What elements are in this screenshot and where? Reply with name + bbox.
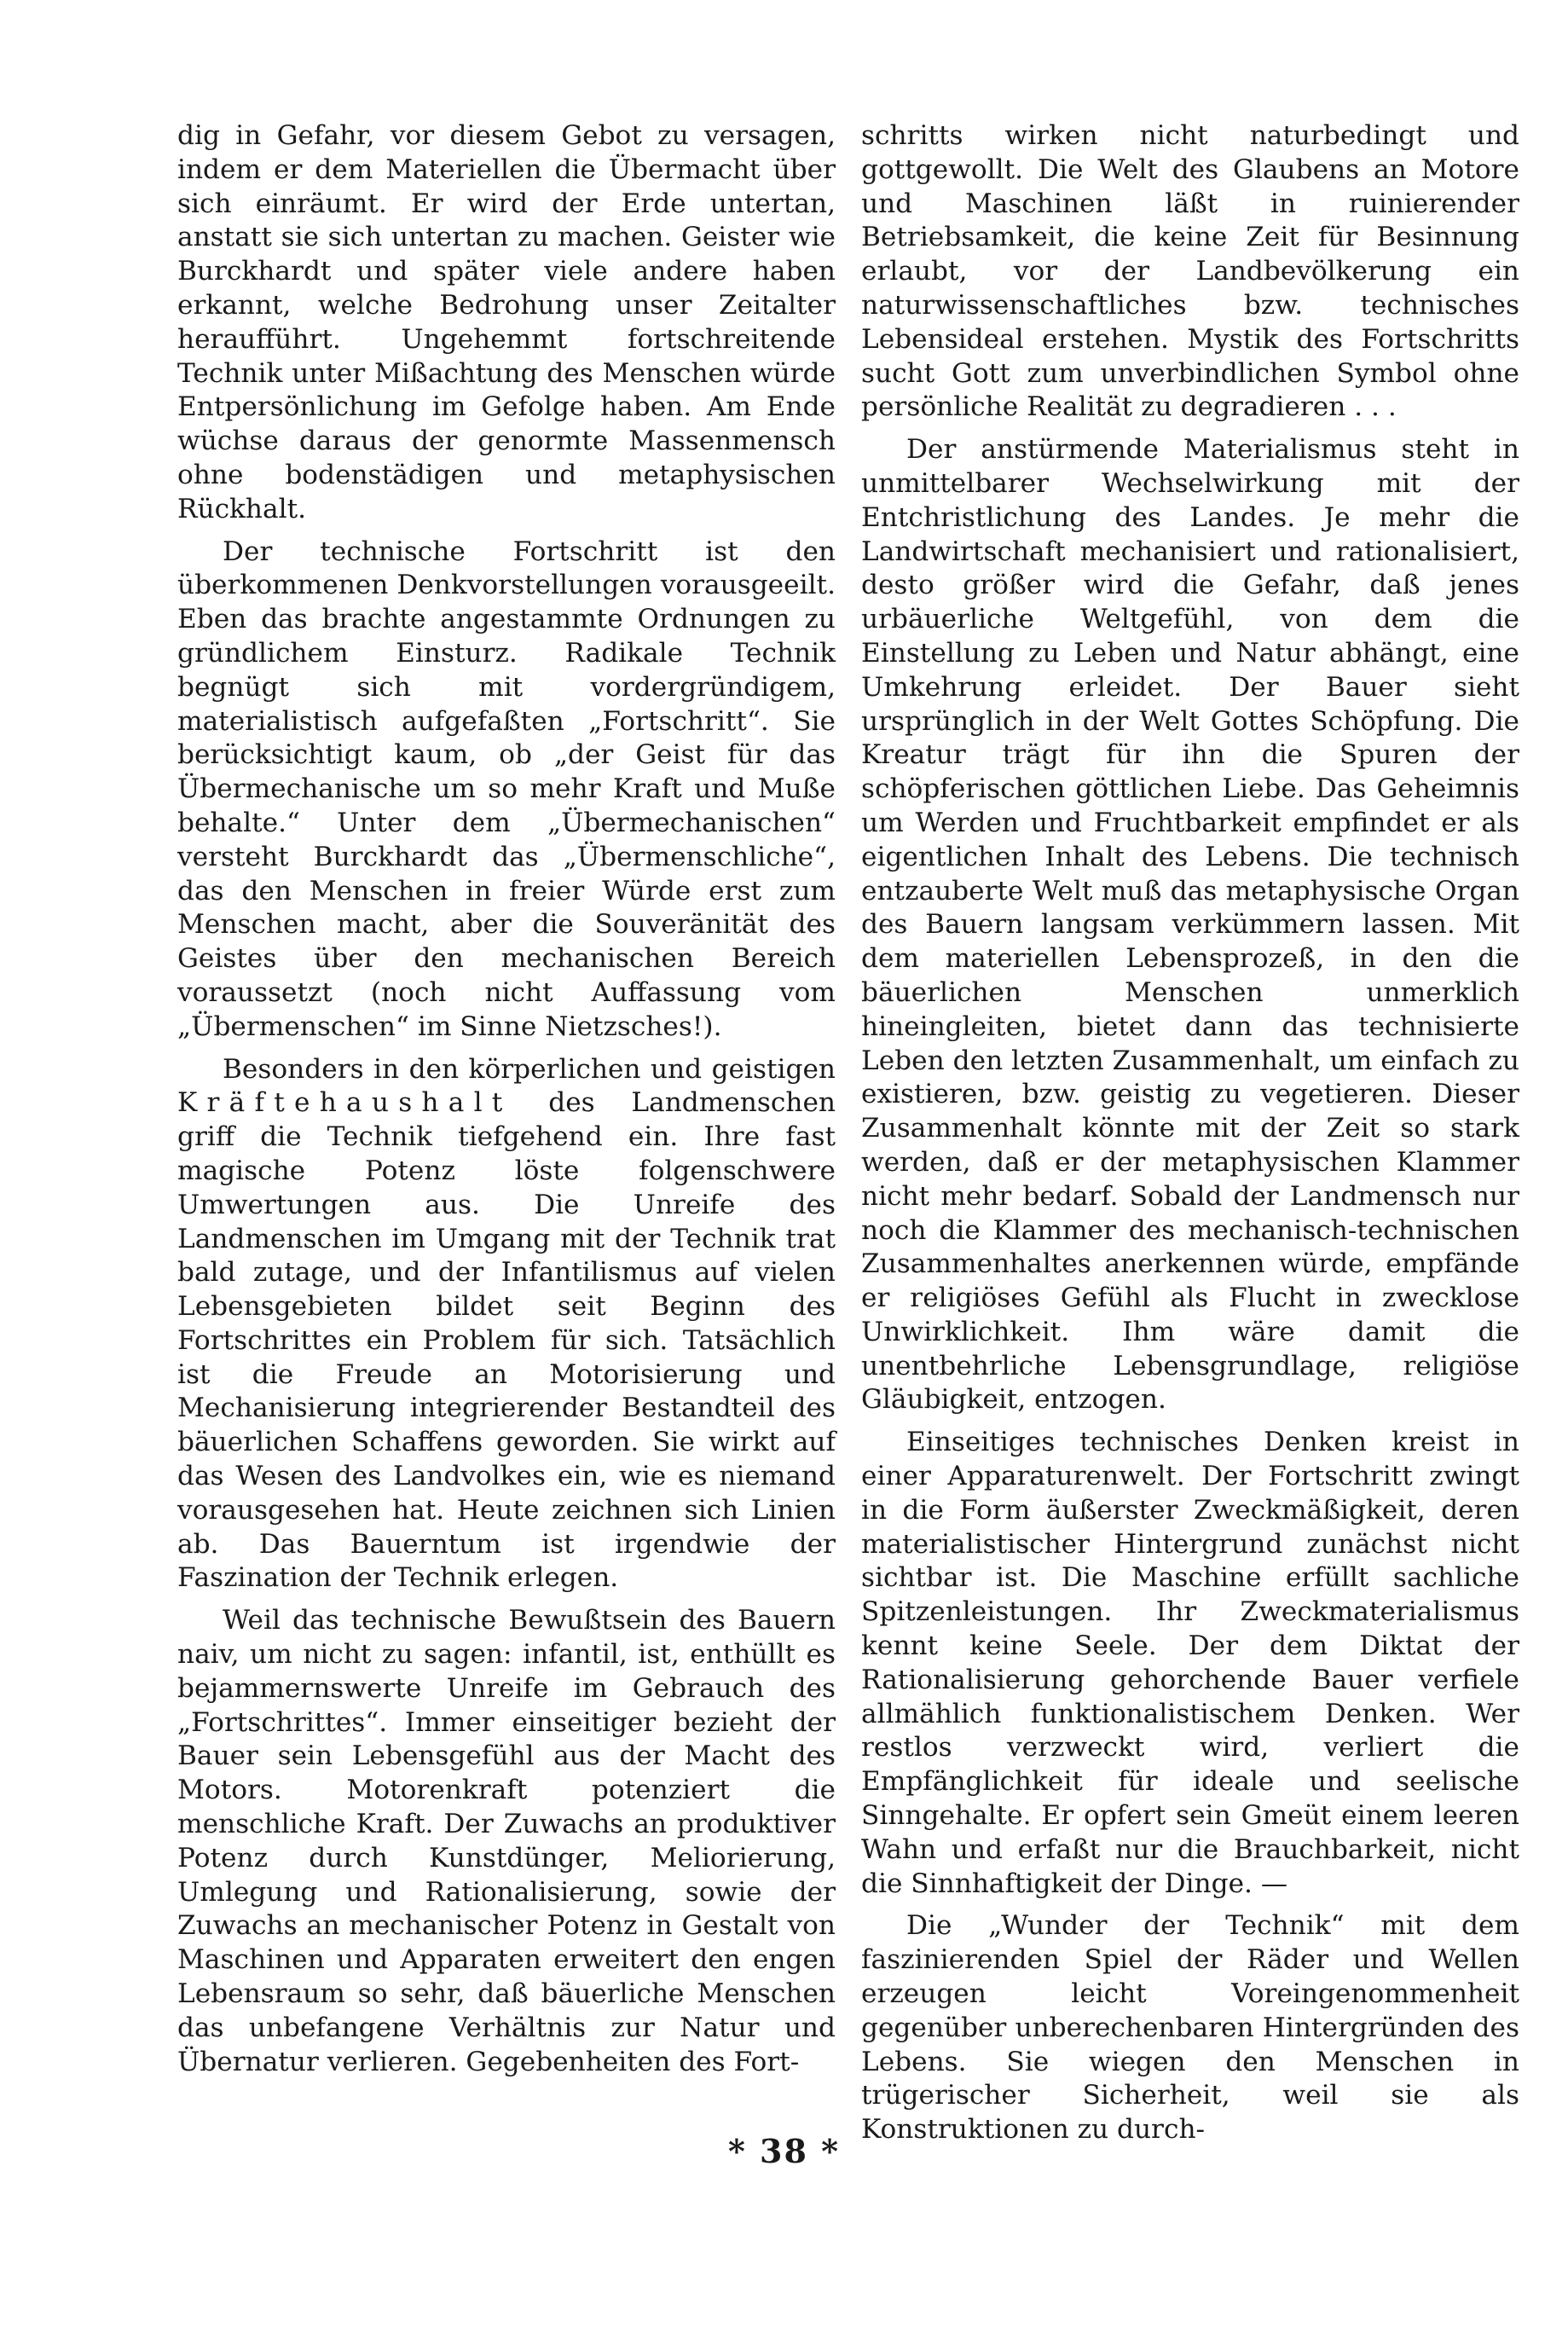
paragraph-text: Besonders in den körperlichen und geistigen [223,1053,836,1085]
paragraph [177,1053,836,1596]
paragraph: Der anstürmende Materialismus steht in unmittelbarer Wechselwirkung mit der Entchristlichung des Landes. Je mehr die Landwirtschaft mechanisiert und rationalisiert, desto größer wird die Gefahr, daß jenes urbäuerliche Weltgefühl, von dem die Einstellung zu Leben und Natur abhängt, eine Umkehrung erleidet. Der Bauer sieht ursprünglich in der Welt Gottes Schöpfung. Die Kreatur trägt für ihn die Spuren der schöpferischen göttlichen Liebe. Das Geheimnis um Werden und Fruchtbarkeit empfindet er als eigentlichen Inhalt des Lebens. Die technisch entzauberte Welt muß das metaphysische Organ des Bauern langsam verkümmern lassen. Mit dem materiellen Lebensprozeß, in den die bäuerlichen Menschen unmerklich hineingleiten, bietet dann das technisierte Leben den letzten Zusammenhalt, um einfach zu existieren, bzw. geistig zu vegetieren. Dieser Zusammenhalt könnte mit der Zeit so stark werden, daß er der metaphysischen Klammer nicht mehr bedarf. Sobald der Landmensch nur noch die Klammer des mechanisch-technischen Zusammenhaltes anerkennen würde, empfände er religiöses Gefühl als Flucht in zwecklose Unwirklichkeit. Ihm wäre damit die unentbehrliche Lebensgrundlage, religiöse Gläubigkeit, entzogen. [861,434,1519,1416]
emphasized-spaced-text: Kräftehaushalt [177,1087,512,1119]
paragraph: Der technische Fortschritt ist den überkommenen Denkvorstellungen vorausgeeilt. Eben das brachte angestammte Ordnungen zu gründlichem Einsturz. Radikale Technik begnügt sich mit vordergründigem, materialistisch aufgefaßten „Fortschritt“. Sie berücksichtigt kaum, ob „der Geist für das Übermechanische um so mehr Kraft und Muße behalte.“ Unter dem „Übermechanischen“ versteht Burckhardt das „Übermenschliche“, das den Menschen in freier Würde erst zum Menschen macht, aber die Souveränität des Geistes über den mechanischen Bereich voraussetzt (noch nicht Auffassung vom „Übermenschen“ im Sinne Nietzsches!). [177,536,836,1042]
left-text-column [177,119,836,2079]
paragraph: Weil das technische Bewußtsein des Bauern naiv, um nicht zu sagen: infantil, ist, enthüllt es bejammernswerte Unreife im Gebrauch des „Fortschrittes“. Immer einseitiger bezieht der Bauer sein Lebensgefühl aus der Macht des Motors. Motorenkraft potenziert die menschliche Kraft. Der Zuwachs an produktiver Potenz durch Kunstdünger, Meliorierung, Umlegung und Rationalisierung, sowie der Zuwachs an mechanischer Potenz in Gestalt von Maschinen und Apparaten erweitert den engen Lebensraum so sehr, daß bäuerliche Menschen das unbefangene Verhältnis zur Natur und Übernatur verlieren. Gegebenheiten des Fort- [177,1605,836,2077]
paragraph-continued: schritts wirken nicht naturbedingt und gottgewollt. Die Welt des Glaubens an Motore und Maschinen läßt in ruinierender Betriebsamkeit, die keine Zeit für Besinnung erlaubt, vor der Landbevölkerung ein naturwissenschaftliches bzw. technisches Lebensideal erstehen. Mystik des Fortschritts sucht Gott zum unverbindlichen Symbol ohne persönliche Realität zu degradieren . . . [861,120,1519,423]
paragraph-text: des Landmenschen griff die Technik tiefgehend ein. Ihre fast magische Potenz löste folgenschwere Umwertungen aus. Die Unreife des Landmenschen im Umgang mit der Technik trat bald zutage, und der Infantilismus auf vielen Lebensgebieten bildet seit Beginn des Fortschrittes ein Problem für sich. Tatsächlich ist die Freude an Motorisierung und Mechanisierung integrierender Bestandteil des bäuerlichen Schaffens geworden. Sie wirkt auf das Wesen des Landvolkes ein, wie es niemand vorausgesehen hat. Heute zeichnen sich Linien ab. Das Bauerntum ist irgendwie der Faszination der Technik erlegen. [177,1087,836,1594]
page-number: * 38 * [727,2132,841,2170]
right-text-column [861,119,1519,2147]
paragraph: Einseitiges technisches Denken kreist in einer Apparaturenwelt. Der Fortschritt zwingt in die Form äußerster Zweckmäßigkeit, deren materialistischer Hintergrund zunächst nicht sichtbar ist. Die Maschine erfüllt sachliche Spitzenleistungen. Ihr Zweckmaterialismus kennt keine Seele. Der dem Diktat der Rationalisierung gehorchende Bauer verfiele allmählich funktionalistischem Denken. Wer restlos verzweckt wird, verliert die Empfänglichkeit für ideale und seelische Sinngehalte. Er opfert sein Gmeüt einem leeren Wahn und erfaßt nur die Brauchbarkeit, nicht die Sinnhaftigkeit der Dinge. — [861,1427,1519,1899]
paragraph-continued: dig in Gefahr, vor diesem Gebot zu versagen, indem er dem Materiellen die Übermacht über sich einräumt. Er wird der Erde untertan, anstatt sie sich untertan zu machen. Geister wie Burckhardt und später viele andere haben erkannt, welche Bedrohung unser Zeitalter heraufführt. Ungehemmt fortschreitende Technik unter Mißachtung des Menschen würde Entpersönlichung im Gefolge haben. Am Ende wüchse daraus der genormte Massenmensch ohne bodenstädigen und metaphysischen Rückhalt. [177,120,836,524]
paragraph: Die „Wunder der Technik“ mit dem faszinierenden Spiel der Räder und Wellen erzeugen leicht Voreingenommenheit gegenüber unberechenbaren Hintergründen des Lebens. Sie wiegen den Menschen in trügerischer Sicherheit, weil sie als Konstruktionen zu durch- [861,1910,1519,2146]
